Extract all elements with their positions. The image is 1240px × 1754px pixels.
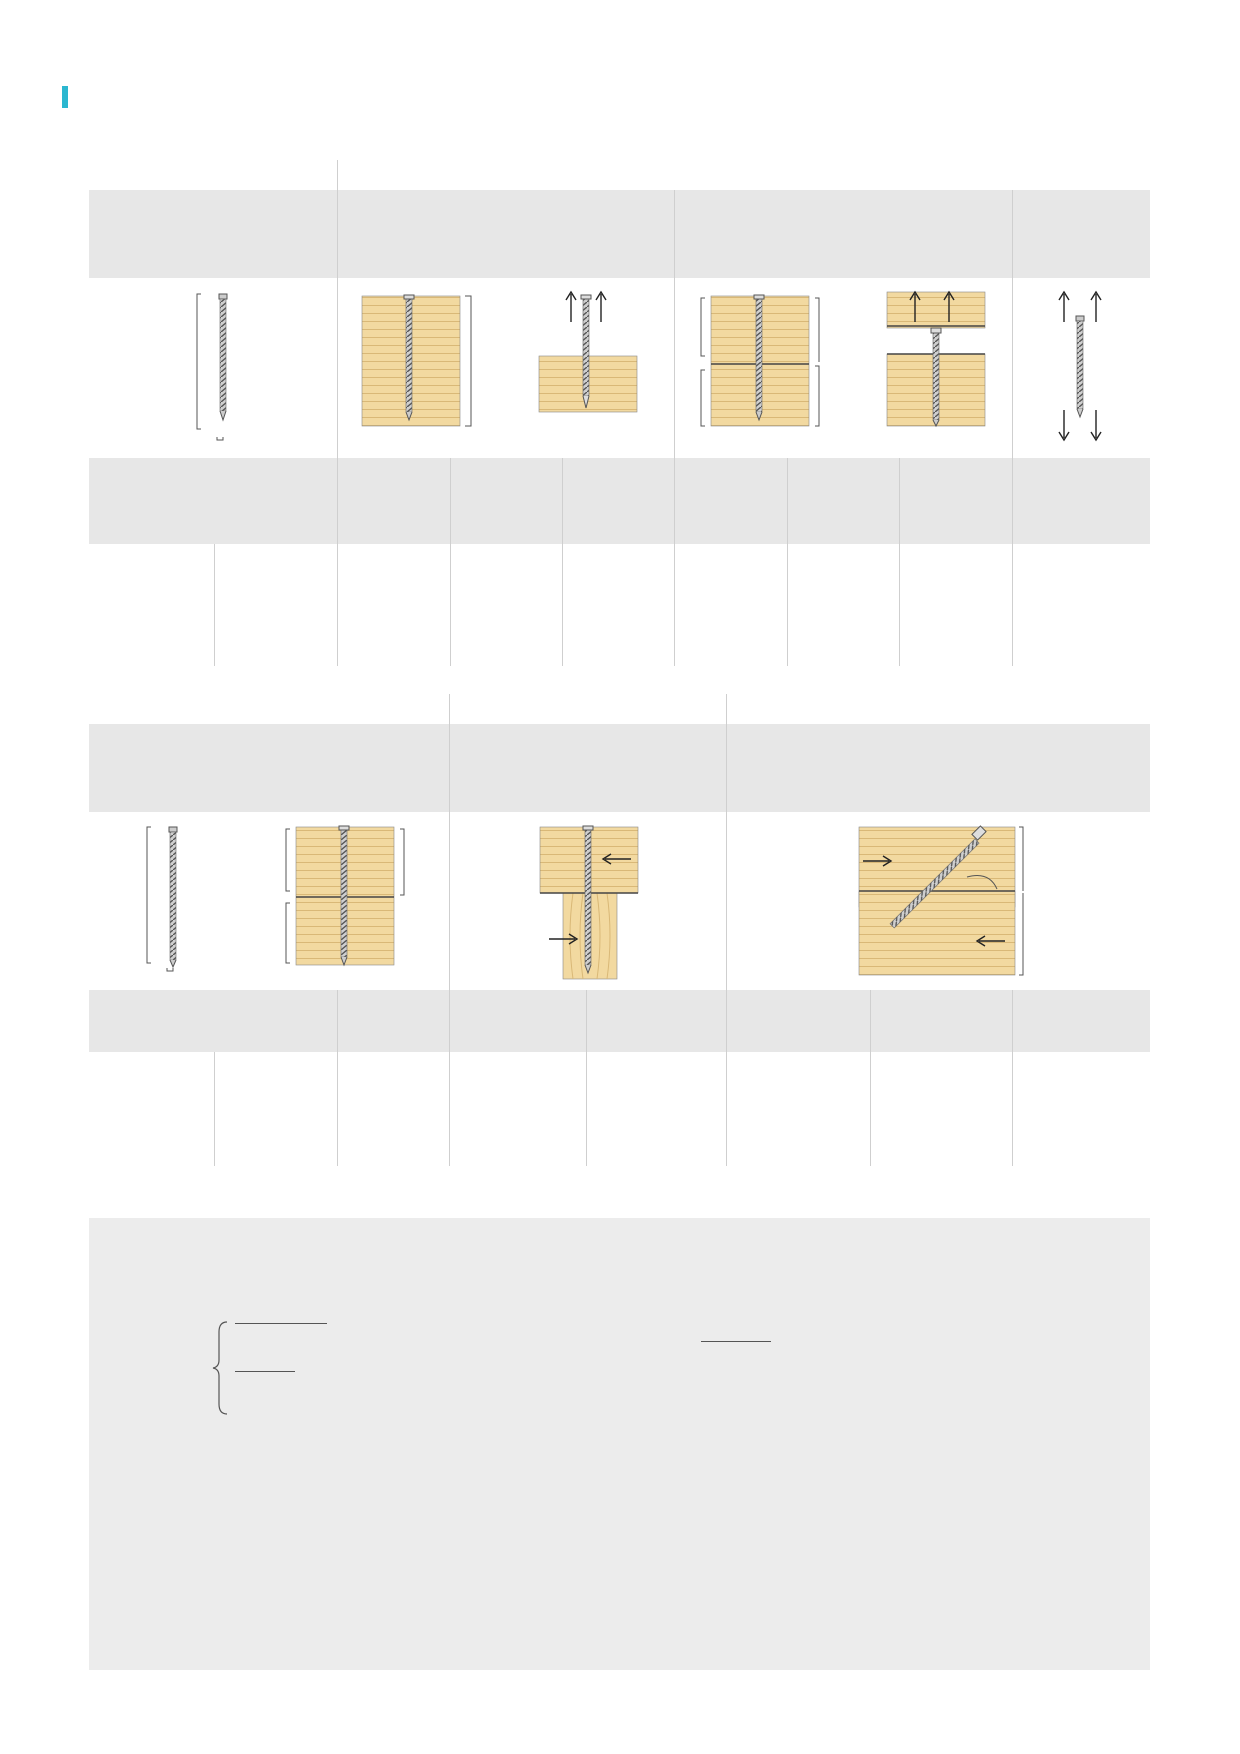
formula-top-fraction (235, 1322, 327, 1324)
divider (214, 544, 215, 666)
divider (870, 990, 871, 1166)
geometry-block-drawing (89, 815, 404, 965)
page-footer (1129, 1706, 1153, 1726)
divider (586, 990, 587, 1166)
table1-columns-band (89, 458, 1150, 544)
full-thread-block-drawing (362, 295, 471, 426)
divider (899, 458, 900, 666)
notes-panel (89, 1218, 1150, 1670)
divider (787, 458, 788, 666)
screw-geometry-drawing-2 (89, 815, 177, 971)
brace-icon (211, 1320, 231, 1416)
partial-thread-pull-drawing (887, 292, 985, 426)
shear-wood-drawing (540, 826, 638, 979)
divider (337, 160, 338, 666)
divider (726, 694, 727, 1166)
shear-diagrams (89, 815, 1150, 985)
divider (562, 458, 563, 666)
steel-tension-drawing (1059, 292, 1101, 440)
divider (214, 1052, 215, 1166)
table2-header-band (89, 724, 1150, 812)
divider (450, 458, 451, 666)
screw-geometry-drawing (89, 282, 227, 440)
divider (1012, 190, 1013, 666)
note-2 (106, 1430, 123, 1434)
accent-bar (62, 86, 68, 108)
table2-columns-band (89, 990, 1150, 1052)
divider (1012, 990, 1013, 1166)
formula-rd-fraction (701, 1340, 771, 1342)
divider (337, 990, 338, 1166)
divider (449, 694, 450, 1166)
divider (674, 190, 675, 666)
table1-header-band (89, 190, 1150, 278)
full-thread-pull-drawing (539, 292, 637, 412)
formula-bottom-fraction (235, 1370, 295, 1372)
tension-diagrams (89, 282, 1150, 452)
